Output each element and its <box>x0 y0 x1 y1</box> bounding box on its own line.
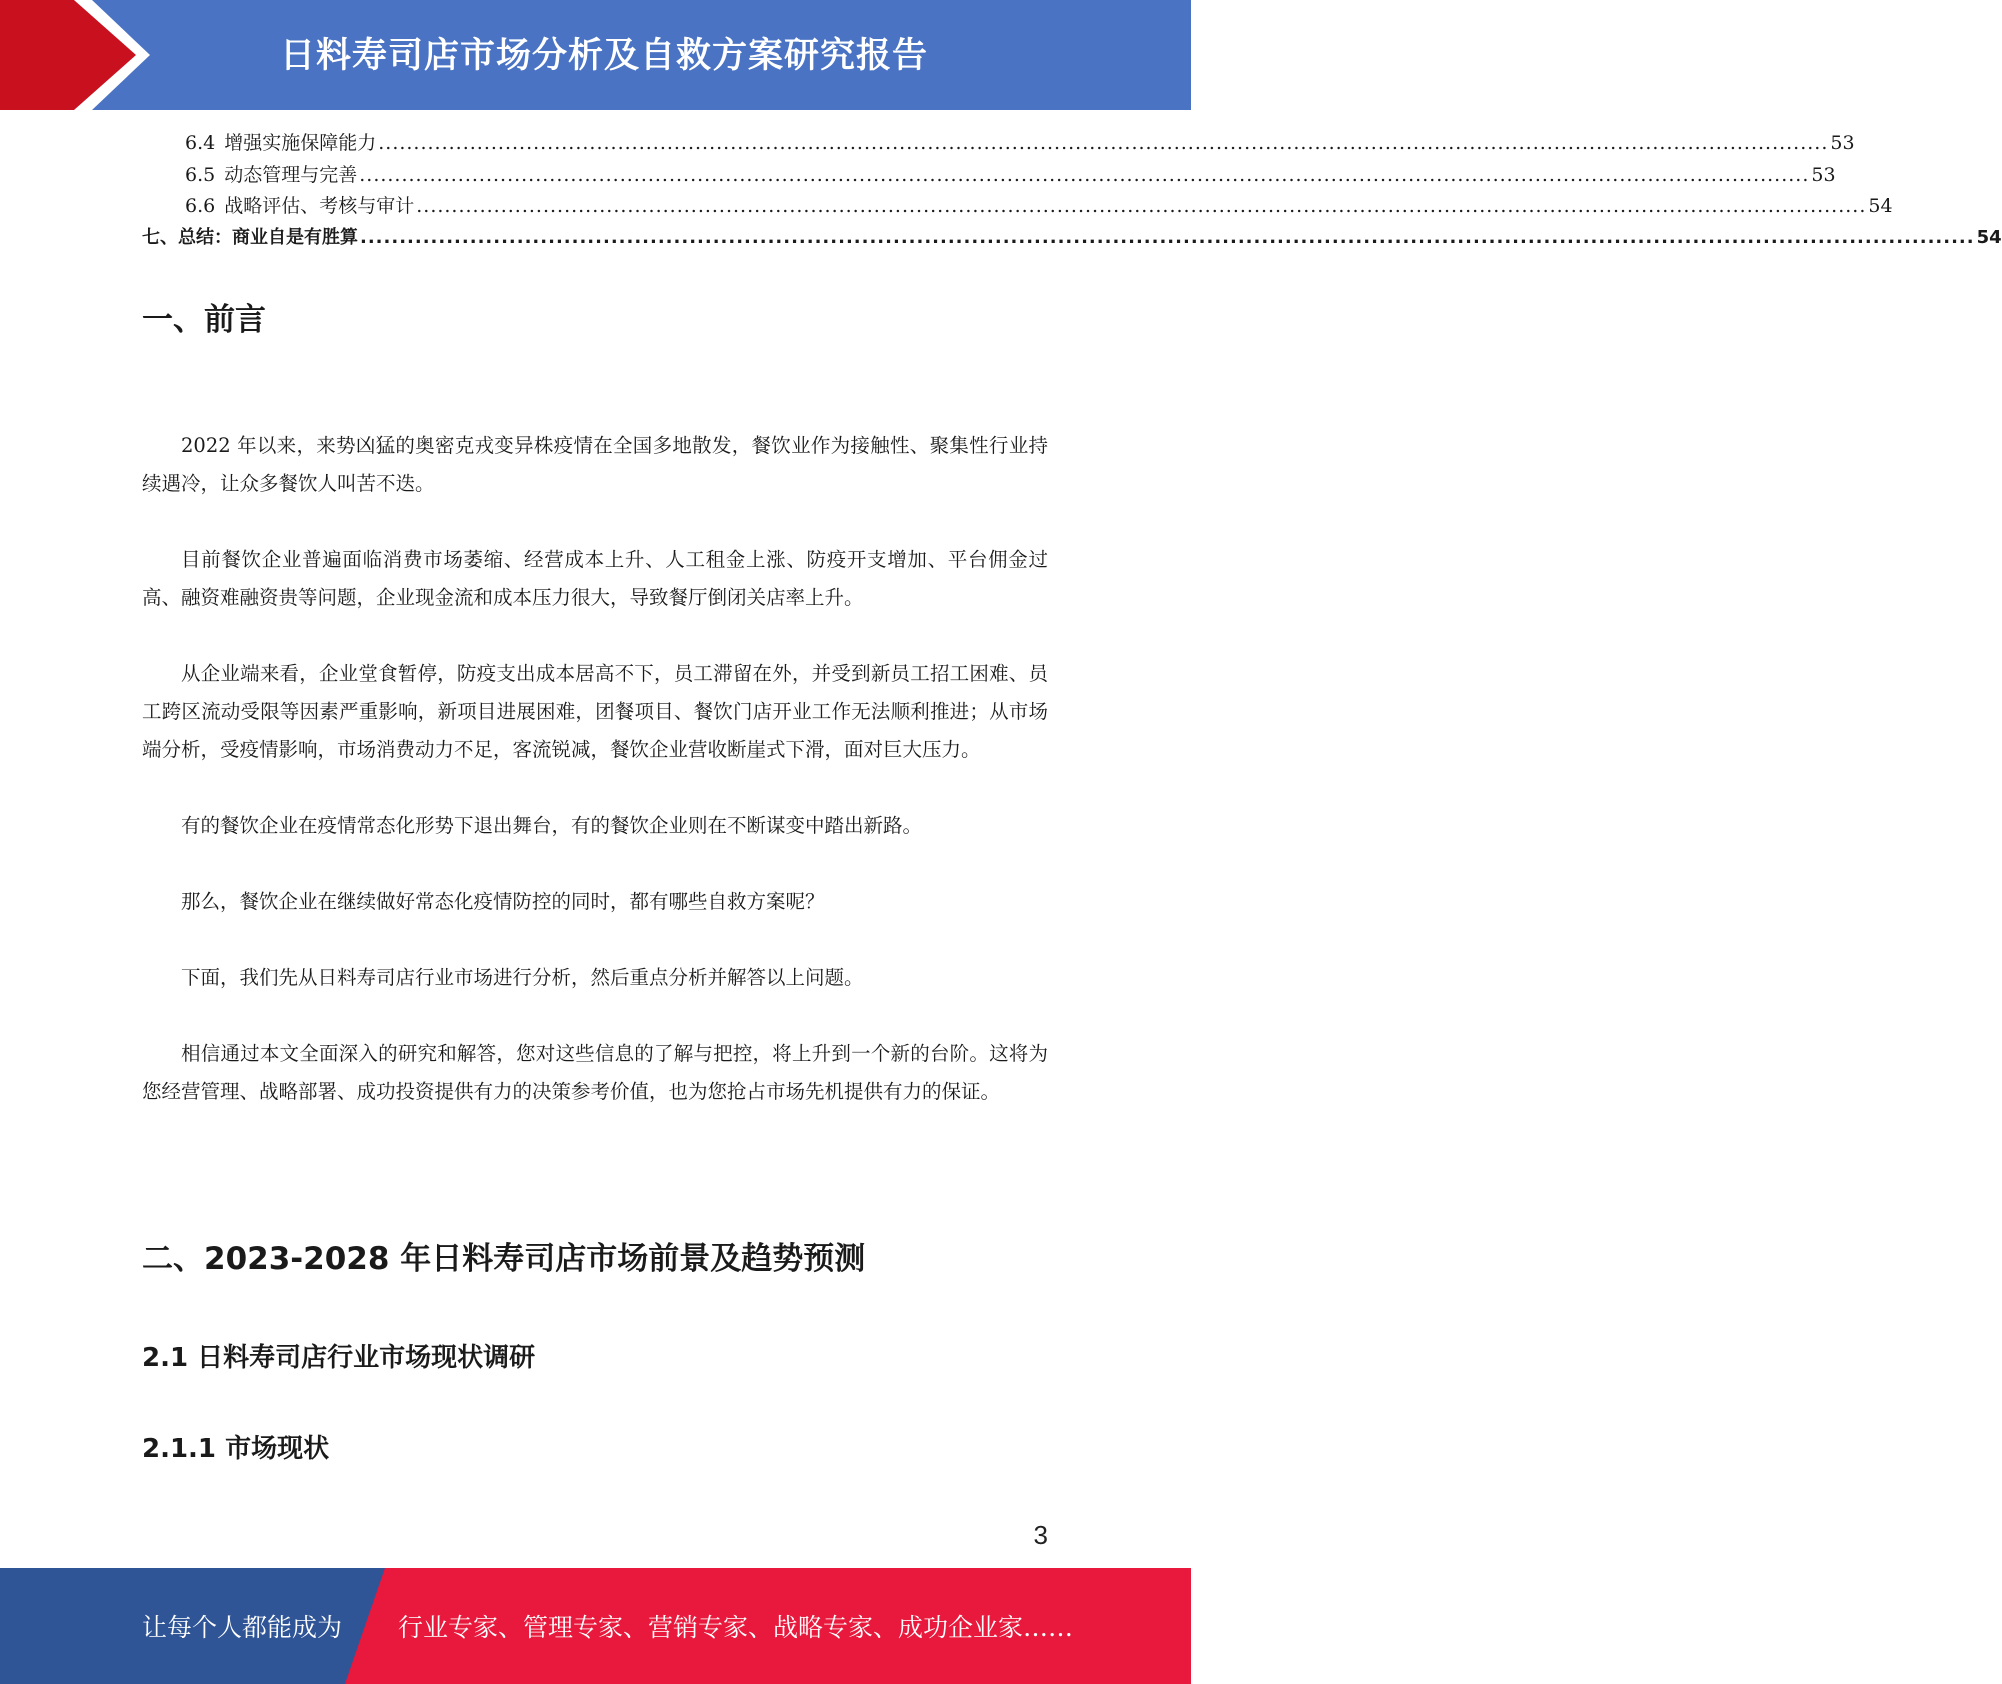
toc-leader-dots: .............................................................................................................................................................................................................. <box>360 226 1975 248</box>
paragraph: 目前餐饮企业普遍面临消费市场萎缩、经营成本上升、人工租金上涨、防疫开支增加、平台佣金过高、融资难融资贵等问题，企业现金流和成本压力很大，导致餐厅倒闭关店率上升。 <box>142 548 1048 609</box>
toc-item-page: 54 <box>1868 195 1893 217</box>
toc-item[interactable] <box>142 128 1855 160</box>
paragraph: 下面，我们先从日料寿司店行业市场进行分析，然后重点分析并解答以上问题。 <box>181 966 864 989</box>
forecast-heading: 二、2023-2028 年日料寿司店市场前景及趋势预测 <box>142 1241 866 1277</box>
toc-item-number: 6.4 <box>185 132 216 154</box>
footer-slogan-right: 行业专家、管理专家、营销专家、战略专家、成功企业家…… <box>398 1613 1074 1642</box>
toc-item-label: 战略评估、考核与审计 <box>224 195 415 217</box>
footer-slogan-left: 让每个人都能成为 <box>142 1613 343 1642</box>
table-of-contents <box>142 128 2002 254</box>
toc-item-label: 动态管理与完善 <box>224 163 358 186</box>
toc-item-number: 6.6 <box>185 195 216 217</box>
toc-item-label: 七、总结：商业自是有胜算 <box>142 226 358 248</box>
toc-item-page: 53 <box>1830 132 1855 154</box>
toc-item-page: 54 <box>1976 226 2002 248</box>
toc-leader-dots: .............................................................................................................................................................................................................. <box>416 195 1867 217</box>
page-number: 3 <box>1033 1520 1048 1550</box>
toc-item-number: 6.5 <box>185 163 216 186</box>
paragraph: 有的餐饮企业在疫情常态化形势下退出舞台，有的餐饮企业则在不断谋变中踏出新路。 <box>181 814 923 837</box>
subsubsection-heading: 2.1.1 市场现状 <box>142 1434 330 1464</box>
toc-item[interactable] <box>142 160 1836 192</box>
preface-body <box>142 427 1048 1149</box>
header-chevron-graphic <box>0 0 160 110</box>
toc-item-label: 增强实施保障能力 <box>224 132 377 154</box>
report-title: 日料寿司店市场分析及自救方案研究报告 <box>280 36 929 76</box>
toc-item[interactable] <box>142 191 1893 223</box>
toc-item-page: 53 <box>1811 163 1836 186</box>
paragraph: 从企业端来看，企业堂食暂停，防疫支出成本居高不下，员工滞留在外，并受到新员工招工困难、员工跨区流动受限等因素严重影响，新项目进展困难，团餐项目、餐饮门店开业工作无法顺利推进；从市场端分析，受疫情影响，市场消费动力不足，客流锐减，餐饮企业营收断崖式下滑，面对巨大压力。 <box>142 662 1048 761</box>
paragraph: 相信通过本文全面深入的研究和解答，您对这些信息的了解与把控，将上升到一个新的台阶。这将为您经营管理、战略部署、成功投资提供有力的决策参考价值，也为您抢占市场先机提供有力的保证。 <box>142 1042 1048 1103</box>
paragraph: 那么，餐饮企业在继续做好常态化疫情防控的同时，都有哪些自救方案呢？ <box>181 890 825 913</box>
toc-leader-dots: .............................................................................................................................................................................................................. <box>359 163 1810 186</box>
toc-leader-dots: .............................................................................................................................................................................................................. <box>378 132 1829 154</box>
preface-heading: 一、前言 <box>142 302 266 338</box>
paragraph: 2022 年以来，来势凶猛的奥密克戎变异株疫情在全国多地散发，餐饮业作为接触性、聚集性行业持续遇冷，让众多餐饮人叫苦不迭。 <box>142 434 1048 495</box>
toc-item[interactable] <box>142 223 2002 255</box>
subsection-heading: 2.1 日料寿司店行业市场现状调研 <box>142 1343 536 1373</box>
footer-banner <box>0 1568 1191 1684</box>
header-banner <box>0 0 1191 110</box>
